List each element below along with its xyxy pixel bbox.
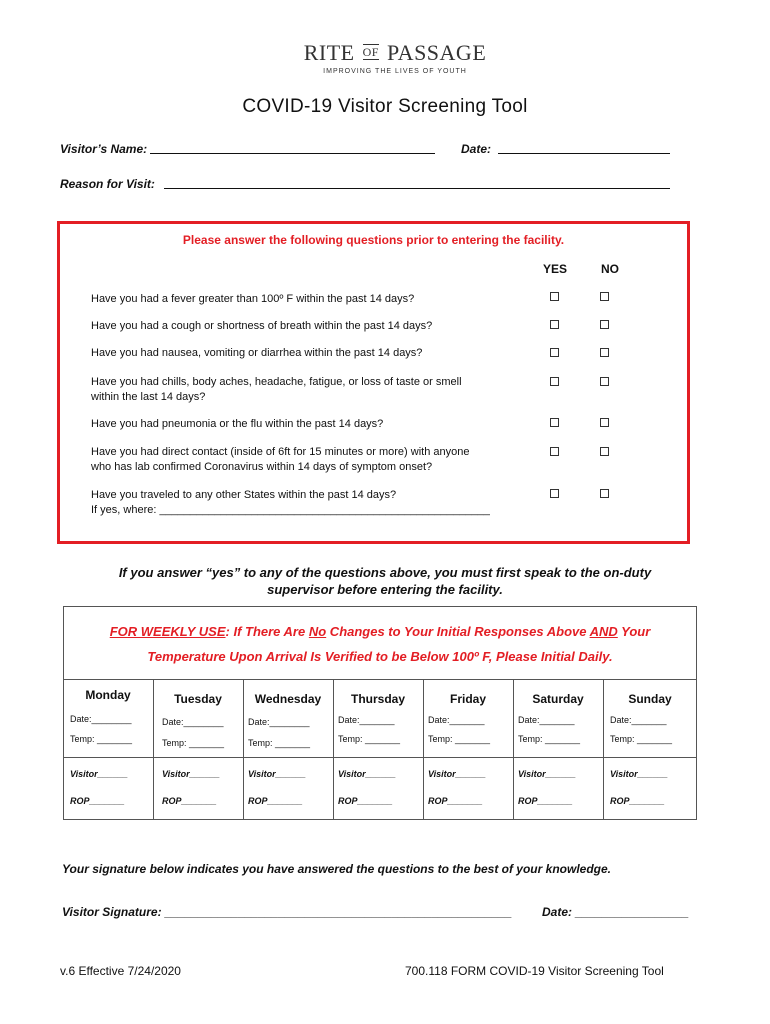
table-divider: [63, 757, 697, 758]
tuesday-visitor-initial[interactable]: Visitor______: [162, 769, 220, 779]
saturday-date-field[interactable]: Date:_______: [518, 715, 575, 725]
q1-yes-checkbox[interactable]: [550, 292, 559, 301]
date-label: Date:: [461, 142, 492, 156]
sunday-date-field[interactable]: Date:_______: [610, 715, 667, 725]
wednesday-visitor-initial[interactable]: Visitor______: [248, 769, 306, 779]
sunday-temp-field[interactable]: Temp: _______: [610, 734, 673, 744]
thursday-date-field[interactable]: Date:_______: [338, 715, 395, 725]
tuesday-rop-initial[interactable]: ROP_______: [162, 796, 217, 806]
page-title: COVID-19 Visitor Screening Tool: [242, 96, 528, 117]
question-1: Have you had a fever greater than 100º F within the past 14 days?: [91, 293, 415, 305]
footer-form-id: 700.118 FORM COVID-19 Visitor Screening Tool: [405, 964, 664, 978]
q6-yes-checkbox[interactable]: [550, 447, 559, 456]
q6-no-checkbox[interactable]: [600, 447, 609, 456]
monday-date-field[interactable]: Date:________: [70, 714, 132, 724]
reason-field[interactable]: [164, 188, 670, 189]
monday-visitor-initial[interactable]: Visitor______: [70, 769, 128, 779]
day-saturday: Saturday: [532, 692, 584, 706]
thursday-rop-initial[interactable]: ROP_______: [338, 796, 393, 806]
question-6: Have you had direct contact (inside of 6ft for 15 minutes or more) with anyone who has lab confirmed Coronavirus within 14 days of symptom onset?: [91, 446, 470, 473]
q2-yes-checkbox[interactable]: [550, 320, 559, 329]
thursday-temp-field[interactable]: Temp: _______: [338, 734, 401, 744]
wednesday-rop-initial[interactable]: ROP_______: [248, 796, 303, 806]
tuesday-temp-field[interactable]: Temp: _______: [162, 738, 225, 748]
q2-no-checkbox[interactable]: [600, 320, 609, 329]
friday-temp-field[interactable]: Temp: _______: [428, 734, 491, 744]
friday-rop-initial[interactable]: ROP_______: [428, 796, 483, 806]
reason-label: Reason for Visit:: [60, 177, 155, 191]
table-divider: [63, 679, 697, 680]
tuesday-date-field[interactable]: Date:________: [162, 717, 224, 727]
q1-no-checkbox[interactable]: [600, 292, 609, 301]
visitor-name-label: Visitor’s Name:: [60, 142, 148, 156]
q3-no-checkbox[interactable]: [600, 348, 609, 357]
weekly-heading-line2: Temperature Upon Arrival Is Verified to be Below 100º F, Please Initial Daily.: [147, 649, 613, 664]
sunday-rop-initial[interactable]: ROP_______: [610, 796, 665, 806]
footer-version: v.6 Effective 7/24/2020: [60, 964, 181, 978]
q5-yes-checkbox[interactable]: [550, 418, 559, 427]
day-wednesday: Wednesday: [254, 692, 322, 706]
q7-yes-checkbox[interactable]: [550, 489, 559, 498]
logo: [290, 40, 500, 85]
q7-no-checkbox[interactable]: [600, 489, 609, 498]
monday-rop-initial[interactable]: ROP_______: [70, 796, 125, 806]
day-sunday: Sunday: [628, 692, 672, 706]
saturday-rop-initial[interactable]: ROP_______: [518, 796, 573, 806]
wednesday-date-field[interactable]: Date:________: [248, 717, 310, 727]
day-monday: Monday: [85, 688, 131, 702]
no-header: NO: [601, 262, 619, 276]
yes-header: YES: [543, 262, 568, 276]
weekly-heading-line1: FOR WEEKLY USE: If There Are No Changes to Your Initial Responses Above AND Your: [109, 624, 651, 639]
friday-date-field[interactable]: Date:_______: [428, 715, 485, 725]
visitor-signature-field[interactable]: Visitor Signature: ____________________________________________________: [62, 905, 512, 919]
q3-yes-checkbox[interactable]: [550, 348, 559, 357]
q5-no-checkbox[interactable]: [600, 418, 609, 427]
screening-instruction: Please answer the following questions prior to entering the facility.: [182, 233, 565, 247]
wednesday-temp-field[interactable]: Temp: _______: [248, 738, 311, 748]
monday-temp-field[interactable]: Temp: _______: [70, 734, 133, 744]
day-tuesday: Tuesday: [174, 692, 222, 706]
saturday-visitor-initial[interactable]: Visitor______: [518, 769, 576, 779]
visitor-name-field[interactable]: [150, 153, 435, 154]
question-2: Have you had a cough or shortness of breath within the past 14 days?: [91, 320, 433, 332]
saturday-temp-field[interactable]: Temp: _______: [518, 734, 581, 744]
warning-text: If you answer “yes” to any of the questions above, you must first speak to the on-duty supervisor before entering the facility.: [118, 565, 652, 597]
date-field[interactable]: [498, 153, 670, 154]
question-3: Have you had nausea, vomiting or diarrhea within the past 14 days?: [91, 347, 423, 359]
day-thursday: Thursday: [350, 692, 405, 706]
signature-date-field[interactable]: Date: _________________: [542, 905, 689, 919]
logo-tagline: IMPROVING THE LIVES OF YOUTH: [323, 68, 467, 75]
q4-yes-checkbox[interactable]: [550, 377, 559, 386]
sunday-visitor-initial[interactable]: Visitor______: [610, 769, 668, 779]
question-5: Have you had pneumonia or the flu within the past 14 days?: [91, 418, 384, 430]
day-friday: Friday: [449, 692, 486, 706]
signature-note: Your signature below indicates you have answered the questions to the best of your knowledge.: [62, 862, 611, 876]
friday-visitor-initial[interactable]: Visitor______: [428, 769, 486, 779]
question-4: Have you had chills, body aches, headache, fatigue, or loss of taste or smell within the last 14 days?: [91, 376, 462, 403]
q4-no-checkbox[interactable]: [600, 377, 609, 386]
logo-wordmark: RITE OF PASSAGE: [303, 40, 487, 65]
thursday-visitor-initial[interactable]: Visitor______: [338, 769, 396, 779]
question-7: Have you traveled to any other States within the past 14 days? If yes, where: ______________________________________________________: [91, 489, 490, 516]
